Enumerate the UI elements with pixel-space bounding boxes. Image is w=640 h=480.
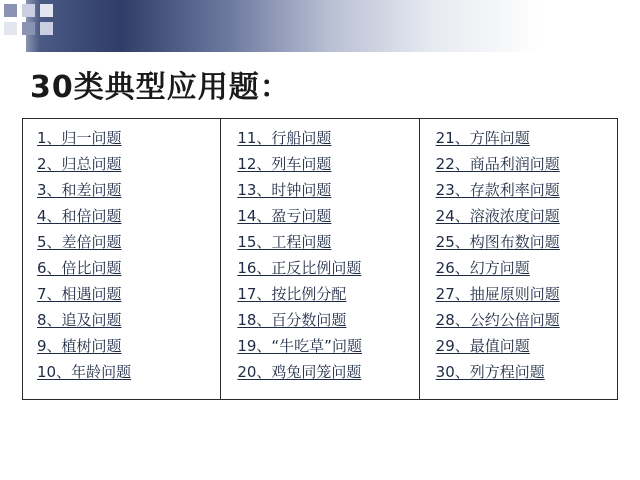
list-item: 21、方阵问题 xyxy=(435,129,530,147)
list-item: 19、“牛吃草”问题 xyxy=(237,337,362,355)
banner-square-2 xyxy=(4,22,17,35)
list-item: 4、和倍问题 xyxy=(37,207,122,225)
list-item: 25、构图布数问题 xyxy=(435,233,560,251)
list-item: 9、植树问题 xyxy=(37,337,122,355)
list-item: 11、行船问题 xyxy=(237,129,332,147)
list-item: 12、列车问题 xyxy=(237,155,332,173)
list-item: 1、归一问题 xyxy=(37,129,122,147)
page-title: 30类典型应用题： xyxy=(30,70,291,105)
list-item: 18、百分数问题 xyxy=(237,311,347,329)
list-item: 3、和差问题 xyxy=(37,181,122,199)
list-item: 14、盈亏问题 xyxy=(237,207,332,225)
list-item: 15、工程问题 xyxy=(237,233,332,251)
list-item: 30、列方程问题 xyxy=(435,363,545,381)
list-item: 13、时钟问题 xyxy=(237,181,332,199)
list-item: 23、存款利率问题 xyxy=(435,181,560,199)
list-item: 10、年龄问题 xyxy=(37,363,132,381)
problem-type-table xyxy=(22,118,618,400)
list-item: 27、抽屉原则问题 xyxy=(435,285,560,303)
list-item: 29、最值问题 xyxy=(435,337,530,355)
table-column-2 xyxy=(220,119,418,399)
banner-square-1 xyxy=(4,4,17,17)
decorative-gradient-banner xyxy=(0,0,640,52)
banner-square-5 xyxy=(40,4,53,17)
list-item: 28、公约公倍问题 xyxy=(435,311,560,329)
list-item: 17、按比例分配 xyxy=(237,285,347,303)
table-column-1 xyxy=(23,119,220,399)
list-item: 20、鸡兔同笼问题 xyxy=(237,363,362,381)
list-item: 16、正反比例问题 xyxy=(237,259,362,277)
list-item: 8、追及问题 xyxy=(37,311,122,329)
table-column-3 xyxy=(419,119,617,399)
list-item: 26、幻方问题 xyxy=(435,259,530,277)
list-item: 24、溶液浓度问题 xyxy=(435,207,560,225)
banner-square-6 xyxy=(40,22,53,35)
list-item: 5、差倍问题 xyxy=(37,233,122,251)
list-item: 2、归总问题 xyxy=(37,155,122,173)
banner-square-3 xyxy=(22,4,35,17)
list-item: 6、倍比问题 xyxy=(37,259,122,277)
list-item: 22、商品利润问题 xyxy=(435,155,560,173)
banner-square-4 xyxy=(22,22,35,35)
list-item: 7、相遇问题 xyxy=(37,285,122,303)
